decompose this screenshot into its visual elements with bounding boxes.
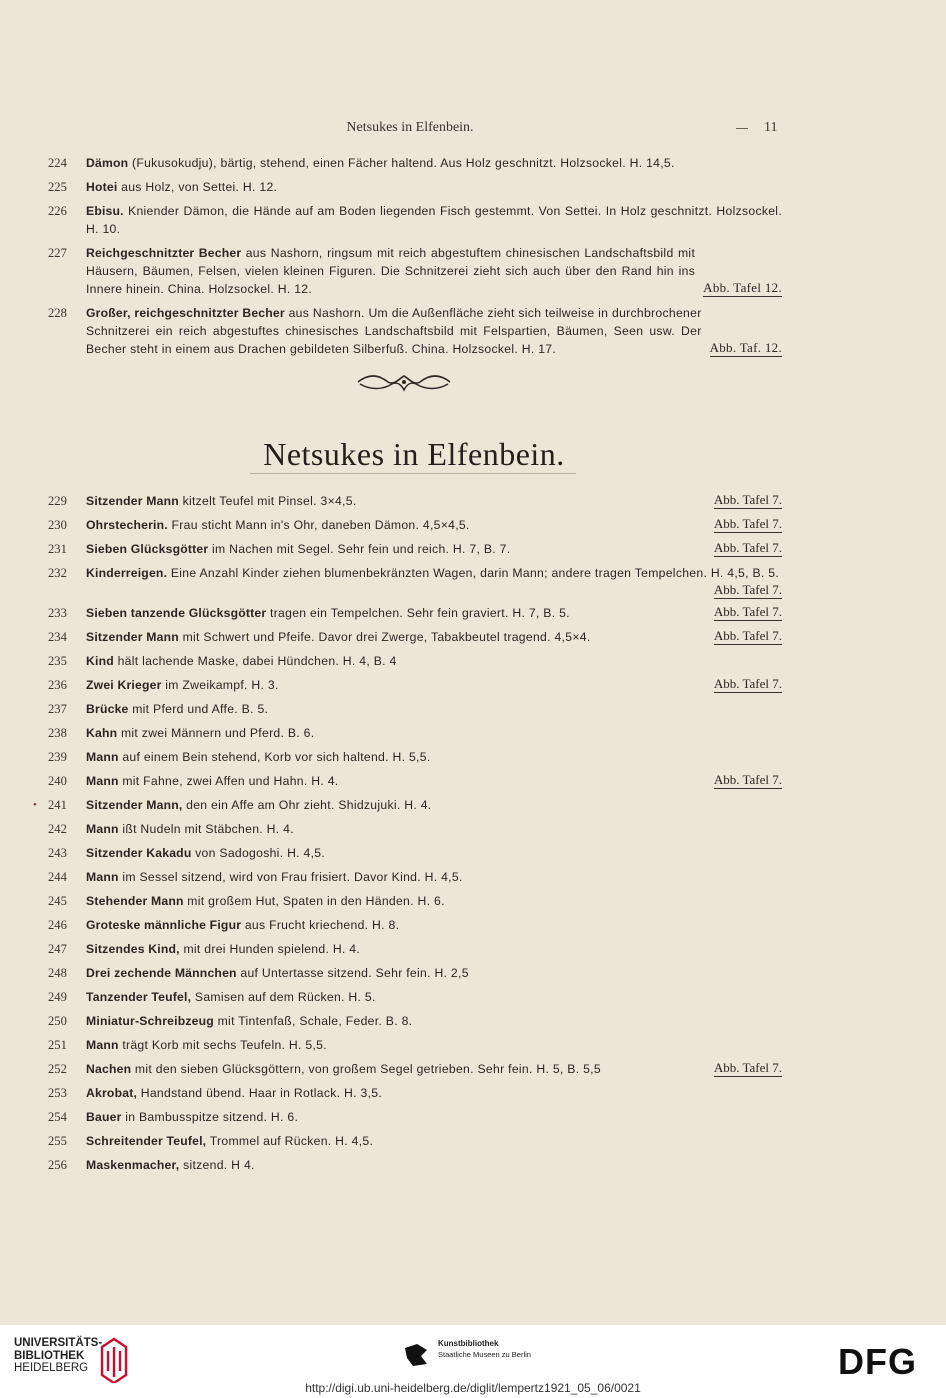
entry-number: 235: [48, 654, 67, 668]
entry-number: 256: [48, 1158, 67, 1172]
entry-number: 245: [48, 894, 67, 908]
catalog-entry: [48, 1108, 782, 1126]
ornament-divider-icon: [354, 370, 454, 394]
entry-name: Mann: [86, 870, 119, 884]
entry-name: Ohrstecherin.: [86, 518, 168, 532]
entry-description: Kniender Dämon, die Hände auf am Boden liegenden Fisch gestemmt. Von Settei. In Holz geschnitzt. Holzsockel. H. 10.: [86, 204, 783, 236]
entry-name: Mann: [86, 750, 119, 764]
entry-number: 249: [48, 990, 67, 1004]
entry-name: Sitzender Mann: [86, 630, 179, 644]
entry-description: auf Untertasse sitzend. Sehr fein. H. 2,5: [240, 966, 469, 980]
ub-logo-line3: HEIDELBERG: [14, 1362, 89, 1374]
catalog-entry: [48, 724, 782, 742]
entry-description: in Bambusspitze sitzend. H. 6.: [125, 1110, 299, 1124]
entry-name: Hotei: [86, 180, 118, 194]
entry-text: [86, 1060, 682, 1078]
entry-name: Sitzendes Kind,: [86, 942, 180, 956]
catalog-entry: [48, 700, 782, 718]
entry-description: auf einem Bein stehend, Korb vor sich haltend. H. 5,5.: [122, 750, 431, 764]
entry-description: aus Nashorn, ringsum mit reich abgestuftem chinesischen Landschaftsbild mit Häusern, Bäumen, Felsen, vielen kleinen Figuren. Die Schnitzerei zieht sich auch über den Rand hin ins Innere hinein. China. Holzsockel. H. 12.: [86, 246, 696, 296]
entry-description: tragen ein Tempelchen. Sehr fein graviert. H. 7, B. 5.: [270, 606, 570, 620]
entry-text: [86, 492, 682, 510]
entry-number: 228: [48, 306, 67, 320]
entry-text: [86, 1108, 782, 1126]
entry-name: Stehender Mann: [86, 894, 184, 908]
entry-name: Kinderreigen.: [86, 566, 168, 580]
catalog-entry: [48, 202, 782, 238]
dfg-logo[interactable]: [836, 1343, 936, 1379]
plate-reference: Abb. Tafel 7.: [713, 582, 782, 597]
plate-reference: Abb. Tafel 7.: [713, 676, 782, 691]
entry-name: Mann: [86, 774, 119, 788]
entry-description: im Sessel sitzend, wird von Frau frisiert. Davor Kind. H. 4,5.: [122, 870, 463, 884]
plate-reference: Abb. Tafel 7.: [713, 492, 782, 507]
entry-text: [86, 1156, 782, 1174]
entry-name: Sieben tanzende Glücksgötter: [86, 606, 267, 620]
catalog-entry: [48, 492, 782, 510]
entry-description: mit zwei Männern und Pferd. B. 6.: [120, 726, 315, 740]
entry-text: [86, 304, 782, 358]
entry-name: Sitzender Mann,: [86, 798, 183, 812]
kb-line2: Staatliche Museen zu Berlin: [438, 1350, 531, 1359]
catalog-entry: [48, 892, 782, 910]
entry-number: 227: [48, 246, 67, 260]
entry-number: 248: [48, 966, 67, 980]
plate-reference: Abb. Tafel 7.: [713, 628, 782, 643]
kunstbibliothek-logo[interactable]: [438, 1338, 531, 1360]
entry-number: 247: [48, 942, 67, 956]
plate-reference: Abb. Tafel 7.: [713, 604, 782, 619]
margin-mark-icon: •: [33, 799, 37, 811]
entry-text: [86, 604, 682, 622]
catalog-entry: [48, 1060, 782, 1078]
entry-text: [86, 916, 782, 934]
entry-text: [86, 964, 782, 982]
catalog-entry: [48, 916, 782, 934]
entry-text: [86, 772, 682, 790]
entry-number: 225: [48, 180, 67, 194]
catalog-entry: [48, 154, 782, 172]
catalog-entry: [48, 988, 782, 1006]
entry-text: [86, 244, 782, 298]
entry-text: [86, 796, 782, 814]
entry-name: Sitzender Mann: [86, 494, 179, 508]
entry-description: Eine Anzahl Kinder ziehen blumenbekränzten Wagen, darin Mann; andere tragen Tempelchen. H. 4,5, B. 5.: [170, 566, 780, 580]
entry-description: mit drei Hunden spielend. H. 4.: [183, 942, 361, 956]
entry-number: 250: [48, 1014, 67, 1028]
entry-description: im Nachen mit Segel. Sehr fein und reich. H. 7, B. 7.: [212, 542, 511, 556]
entry-name: Zwei Krieger: [86, 678, 162, 692]
plate-reference: Abb. Tafel 7.: [713, 772, 782, 787]
entry-name: Dämon: [86, 156, 129, 170]
entry-description: (Fukusokudju), bärtig, stehend, einen Fächer haltend. Aus Holz geschnitzt. Holzsockel. H. 14,5.: [132, 156, 675, 170]
running-header: Netsukes in Elfenbein.: [346, 120, 474, 135]
entry-number: 230: [48, 518, 67, 532]
entry-number: 233: [48, 606, 67, 620]
entry-number: 253: [48, 1086, 67, 1100]
catalog-entry: [48, 564, 782, 597]
entry-number: 239: [48, 750, 67, 764]
entry-name: Akrobat,: [86, 1086, 138, 1100]
plate-reference: Abb. Tafel 7.: [713, 1060, 782, 1075]
catalog-entry: [48, 304, 782, 358]
catalog-entry: [48, 1036, 782, 1054]
catalog-entry: [48, 652, 782, 670]
entry-name: Sitzender Kakadu: [86, 846, 192, 860]
kunstbibliothek-mark-icon: [403, 1342, 429, 1368]
entry-name: Kahn: [86, 726, 118, 740]
entry-name: Nachen: [86, 1062, 132, 1076]
catalog-entry: [48, 796, 782, 814]
entry-text: [86, 1084, 782, 1102]
entry-text: [86, 202, 782, 238]
entry-name: Sieben Glücksgötter: [86, 542, 209, 556]
entry-description: trägt Korb mit sechs Teufeln. H. 5,5.: [122, 1038, 327, 1052]
entry-text: [86, 1012, 782, 1030]
catalog-entry: [48, 748, 782, 766]
entry-number: 226: [48, 204, 67, 218]
entry-text: [86, 724, 782, 742]
entry-text: [86, 178, 782, 196]
entry-number: 229: [48, 494, 67, 508]
section-underline: [250, 473, 576, 474]
entry-name: Bauer: [86, 1110, 122, 1124]
entry-text: [86, 564, 782, 582]
entry-name: Reichgeschnitzter Becher: [86, 246, 242, 260]
entry-number: 243: [48, 846, 67, 860]
entry-description: Frau sticht Mann in's Ohr, daneben Dämon. 4,5×4,5.: [171, 518, 470, 532]
entry-text: [86, 700, 782, 718]
entry-description: mit Tintenfaß, Schale, Feder. B. 8.: [217, 1014, 413, 1028]
entry-description: kitzelt Teufel mit Pinsel. 3×4,5.: [182, 494, 357, 508]
source-url-link[interactable]: http://digi.ub.uni-heidelberg.de/diglit/lempertz1921_05_06/0021: [305, 1381, 641, 1395]
catalog-entry: [48, 604, 782, 622]
entry-text: [86, 820, 782, 838]
entry-text: [86, 988, 782, 1006]
entry-number: 255: [48, 1134, 67, 1148]
entry-description: sitzend. H 4.: [183, 1158, 255, 1172]
entry-number: 231: [48, 542, 67, 556]
ub-heidelberg-logo[interactable]: [14, 1337, 102, 1375]
entry-number: 244: [48, 870, 67, 884]
page-number: 11: [764, 120, 778, 135]
entry-description: Trommel auf Rücken. H. 4,5.: [209, 1134, 374, 1148]
entry-name: Miniatur-Schreibzeug: [86, 1014, 214, 1028]
header-dash: [736, 128, 748, 129]
catalog-entry: [48, 540, 782, 558]
entry-text: [86, 844, 782, 862]
entry-number: 240: [48, 774, 67, 788]
entry-number: 232: [48, 566, 67, 580]
entry-number: 254: [48, 1110, 67, 1124]
catalog-entry: [48, 772, 782, 790]
entry-name: Maskenmacher,: [86, 1158, 180, 1172]
catalog-entry: [48, 964, 782, 982]
catalog-entry: [48, 868, 782, 886]
dfg-logo-text: DFG: [838, 1343, 917, 1379]
catalog-entry: [48, 820, 782, 838]
plate-reference: Abb. Tafel 12.: [703, 280, 782, 295]
entry-description: mit Fahne, zwei Affen und Hahn. H. 4.: [122, 774, 339, 788]
entry-description: aus Holz, von Settei. H. 12.: [121, 180, 278, 194]
section-title: Netsukes in Elfenbein.: [263, 436, 565, 472]
entry-description: ißt Nudeln mit Stäbchen. H. 4.: [122, 822, 294, 836]
entry-description: aus Nashorn. Um die Außenfläche zieht sich teilweise in durchbrochener Schnitzerei ein reich abgestuftes chinesisches Landschaftsbild mit Felspartien, Bäumen, Seen usw. Der Becher steht in einem aus Drachen gebildeten Silberfuß. China. Holzsockel. H. 17.: [86, 306, 702, 356]
kb-line1: Kunstbibliothek: [438, 1339, 499, 1348]
entry-description: von Sadogoshi. H. 4,5.: [195, 846, 326, 860]
catalog-entry: [48, 244, 782, 298]
catalog-entry: [48, 940, 782, 958]
entry-description: den ein Affe am Ohr zieht. Shidzujuki. H. 4.: [186, 798, 432, 812]
entry-text: [86, 1132, 782, 1150]
catalog-entry: [48, 1084, 782, 1102]
plate-reference: Abb. Tafel 7.: [713, 516, 782, 531]
entry-text: [86, 652, 782, 670]
plate-reference: Abb. Taf. 12.: [709, 340, 782, 355]
catalog-entry: [48, 1132, 782, 1150]
entry-name: Mann: [86, 822, 119, 836]
entry-description: aus Frucht kriechend. H. 8.: [244, 918, 400, 932]
entry-text: [86, 540, 682, 558]
catalog-entry: [48, 1012, 782, 1030]
catalog-entry: [48, 178, 782, 196]
entry-number: 238: [48, 726, 67, 740]
entry-description: mit Schwert und Pfeife. Davor drei Zwerge, Tabakbeutel tragend. 4,5×4.: [182, 630, 591, 644]
catalog-entry: [48, 844, 782, 862]
entry-text: [86, 940, 782, 958]
catalog-entry: [48, 628, 782, 646]
entry-text: [86, 628, 682, 646]
entry-number: 236: [48, 678, 67, 692]
entry-number: 241: [48, 798, 67, 812]
entry-description: hält lachende Maske, dabei Hündchen. H. 4, B. 4: [117, 654, 397, 668]
entry-text: [86, 892, 782, 910]
entry-description: Handstand übend. Haar in Rotlack. H. 3,5.: [140, 1086, 383, 1100]
entry-description: mit großem Hut, Spaten in den Händen. H. 6.: [187, 894, 445, 908]
entry-text: [86, 1036, 782, 1054]
entry-name: Großer, reichgeschnitzter Becher: [86, 306, 285, 320]
entry-name: Groteske männliche Figur: [86, 918, 242, 932]
catalog-entry: [48, 676, 782, 694]
entry-number: 237: [48, 702, 67, 716]
entry-description: im Zweikampf. H. 3.: [165, 678, 279, 692]
entry-name: Ebisu.: [86, 204, 124, 218]
entry-description: mit den sieben Glücksgöttern, von großem Segel getrieben. Sehr fein. H. 5, B. 5,5: [134, 1062, 601, 1076]
plate-reference: Abb. Tafel 7.: [713, 540, 782, 555]
ub-heidelberg-mark-icon: [98, 1337, 130, 1383]
entry-text: [86, 154, 782, 172]
entry-text: [86, 516, 682, 534]
ub-logo-line2: BIBLIOTHEK: [14, 1349, 85, 1362]
catalog-entry: [48, 1156, 782, 1174]
entry-description: Samisen auf dem Rücken. H. 5.: [194, 990, 376, 1004]
entry-number: 242: [48, 822, 67, 836]
entry-number: 234: [48, 630, 67, 644]
entry-name: Schreitender Teufel,: [86, 1134, 207, 1148]
entry-name: Mann: [86, 1038, 119, 1052]
entry-text: [86, 748, 782, 766]
entry-text: [86, 868, 782, 886]
entry-name: Tanzender Teufel,: [86, 990, 192, 1004]
catalog-entry: [48, 516, 782, 534]
entry-name: Drei zechende Männchen: [86, 966, 237, 980]
ub-logo-line1: UNIVERSITÄTS-: [14, 1337, 103, 1349]
entry-number: 246: [48, 918, 67, 932]
entry-number: 224: [48, 156, 67, 170]
entry-description: mit Pferd und Affe. B. 5.: [132, 702, 269, 716]
entry-number: 252: [48, 1062, 67, 1076]
entry-name: Brücke: [86, 702, 129, 716]
entry-text: [86, 676, 682, 694]
entry-name: Kind: [86, 654, 114, 668]
entry-number: 251: [48, 1038, 67, 1052]
